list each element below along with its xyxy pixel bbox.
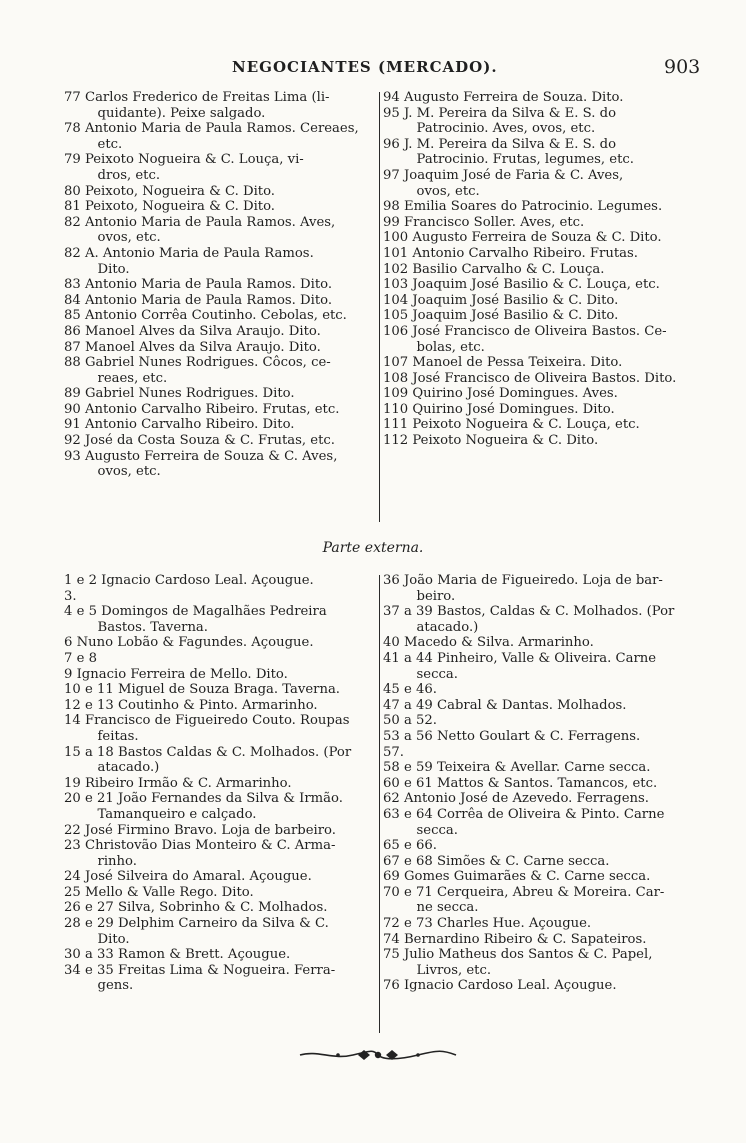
entry-line: 93 Augusto Ferreira de Souza & C. Aves, [64,448,338,464]
entry-line: 57. [383,744,404,760]
entry-line: 9 Ignacio Ferreira de Mello. Dito. [64,666,288,682]
entry-line: 70 e 71 Cerqueira, Abreu & Moreira. Car- [383,884,665,900]
entry-line: Bastos. Taverna. [64,619,208,635]
entry-line: 78 Antonio Maria de Paula Ramos. Cereaes, [64,121,359,137]
entry-line: rinho. [64,853,137,869]
entry-line: 19 Ribeiro Irmão & C. Armarinho. [64,775,292,791]
entry-line: 6 Nuno Lobão & Fagundes. Açougue. [64,635,314,651]
page-title: NEGOCIANTES (MERCADO). [232,58,498,76]
ornament-divider [298,1046,458,1064]
entry-line: 20 e 21 João Fernandes da Silva & Irmão. [64,791,343,807]
entry-line: 23 Christovão Dias Monteiro & C. Arma- [64,838,336,854]
entry-line: 34 e 35 Freitas Lima & Nogueira. Ferra- [64,962,336,978]
page-header [0,58,746,88]
entry-line: 98 Emilia Soares do Patrocinio. Legumes. [383,199,663,215]
entry-line: atacado.) [64,760,160,776]
entry-line: atacado.) [383,619,479,635]
entry-line: 101 Antonio Carvalho Ribeiro. Frutas. [383,245,638,261]
entry-line: 111 Peixoto Nogueira & C. Louça, etc. [383,417,640,433]
entry-line: Dito. [64,931,130,947]
entry-line: 28 e 29 Delphim Carneiro da Silva & C. [64,916,329,932]
entry-line: dros, etc. [64,167,161,183]
entry-line: 110 Quirino José Domingues. Dito. [383,401,615,417]
entry-line: 74 Bernardino Ribeiro & C. Sapateiros. [383,931,647,947]
entry-line: 79 Peixoto Nogueira & C. Louça, vi- [64,152,304,168]
entry-line: 96 J. M. Pereira da Silva & E. S. do [383,136,617,152]
column-divider-bottom [379,575,380,1033]
entry-line: 97 Joaquim José de Faria & C. Aves, [383,167,624,183]
entry-line: 86 Manoel Alves da Silva Araujo. Dito. [64,323,321,339]
entry-line: 12 e 13 Coutinho & Pinto. Armarinho. [64,697,318,713]
entry-line: 7 e 8 [64,650,97,666]
entry-line: 67 e 68 Simões & C. Carne secca. [383,853,610,869]
entry-line: 22 José Firmino Bravo. Loja de barbeiro. [64,822,336,838]
entry-line: 1 e 2 Ignacio Cardoso Leal. Açougue. [64,573,314,588]
entry-line: 100 Augusto Ferreira de Souza & C. Dito. [383,230,662,246]
entry-line: 89 Gabriel Nunes Rodrigues. Dito. [64,386,295,402]
section-title: Parte externa. [322,540,424,556]
entry-line: 84 Antonio Maria de Paula Ramos. Dito. [64,292,333,308]
entry-line: 53 a 56 Netto Goulart & C. Ferragens. [383,728,641,744]
entry-line: 14 Francisco de Figueiredo Couto. Roupas [64,713,350,729]
top-right-column [383,90,713,449]
entry-line: 88 Gabriel Nunes Rodrigues. Côcos, ce- [64,355,331,371]
entry-line: 65 e 66. [383,838,437,854]
entry-line: 45 e 46. [383,682,437,698]
entry-line: 103 Joaquim José Basilio & C. Louça, etc. [383,277,660,293]
entry-line: 99 Francisco Soller. Aves, etc. [383,214,585,230]
entry-line: 83 Antonio Maria de Paula Ramos. Dito. [64,277,333,293]
entry-line: 80 Peixoto, Nogueira & C. Dito. [64,183,275,199]
entry-line: 94 Augusto Ferreira de Souza. Dito. [383,90,624,105]
entry-line: 104 Joaquim José Basilio & C. Dito. [383,292,619,308]
entry-line: 95 J. M. Pereira da Silva & E. S. do [383,105,617,121]
entry-line: 24 José Silveira do Amaral. Açougue. [64,869,312,885]
entry-line: 112 Peixoto Nogueira & C. Dito. [383,433,599,449]
entry-line: 58 e 59 Teixeira & Avellar. Carne secca. [383,760,651,776]
entry-line: bolas, etc. [383,339,485,355]
entry-line: 82 Antonio Maria de Paula Ramos. Aves, [64,214,336,230]
entry-line: 92 José da Costa Souza & C. Frutas, etc. [64,433,335,449]
entry-line: 60 e 61 Mattos & Santos. Tamancos, etc. [383,775,658,791]
entry-line: 63 e 64 Corrêa de Oliveira & Pinto. Carne [383,806,665,822]
entry-line: 81 Peixoto, Nogueira & C. Dito. [64,199,275,215]
entry-line: 102 Basilio Carvalho & C. Louça. [383,261,605,277]
entry-line: 47 a 49 Cabral & Dantas. Molhados. [383,697,627,713]
entry-line: 107 Manoel de Pessa Teixeira. Dito. [383,355,623,371]
entry-line: 50 a 52. [383,713,437,729]
entry-line: 26 e 27 Silva, Sobrinho & C. Molhados. [64,900,328,916]
entry-line: 10 e 11 Miguel de Souza Braga. Taverna. [64,682,341,698]
entry-line: 40 Macedo & Silva. Armarinho. [383,635,594,651]
bottom-left-column [64,573,379,994]
entry-line: Tamanqueiro e calçado. [64,806,257,822]
entry-line: 37 a 39 Bastos, Caldas & C. Molhados. (Por [383,604,675,620]
entry-line: 82 A. Antonio Maria de Paula Ramos. [64,245,314,261]
entry-line: Patrocinio. Aves, ovos, etc. [383,121,596,137]
entry-line: secca. [383,666,458,682]
entry-line: ovos, etc. [64,464,161,480]
entry-line: 85 Antonio Corrêa Coutinho. Cebolas, etc. [64,308,347,324]
column-divider-top [379,92,380,522]
entry-line: 105 Joaquim José Basilio & C. Dito. [383,308,619,324]
entry-line: 91 Antonio Carvalho Ribeiro. Dito. [64,417,295,433]
entry-line: gens. [64,978,134,994]
entry-line: Dito. [64,261,130,277]
entry-line: 62 Antonio José de Azevedo. Ferragens. [383,791,649,807]
entry-line: ovos, etc. [383,183,480,199]
entry-line: 72 e 73 Charles Hue. Açougue. [383,916,592,932]
entry-line: 87 Manoel Alves da Silva Araujo. Dito. [64,339,321,355]
entry-line: 4 e 5 Domingos de Magalhães Pedreira [64,604,327,620]
entry-line: Livros, etc. [383,962,492,978]
entry-line: 108 José Francisco de Oliveira Bastos. Dito. [383,370,677,386]
entry-line: ovos, etc. [64,230,161,246]
entry-line: 109 Quirino José Domingues. Aves. [383,386,618,402]
page-number: 903 [664,56,701,78]
entry-line: Patrocinio. Frutas, legumes, etc. [383,152,634,168]
entry-line: 41 a 44 Pinheiro, Valle & Oliveira. Carne [383,650,657,666]
entry-line: quidante). Peixe salgado. [64,105,266,121]
entry-line: 30 a 33 Ramon & Brett. Açougue. [64,947,291,963]
bottom-right-column [383,573,713,994]
entry-line: 76 Ignacio Cardoso Leal. Açougue. [383,978,617,994]
entry-line: 75 Julio Matheus dos Santos & C. Papel, [383,947,653,963]
entry-line: 36 João Maria de Figueiredo. Loja de bar- [383,573,663,588]
entry-line: secca. [383,822,458,838]
entry-line: ne secca. [383,900,479,916]
entry-line: 69 Gomes Guimarães & C. Carne secca. [383,869,651,885]
entry-line: 25 Mello & Valle Rego. Dito. [64,884,254,900]
entry-line: reaes, etc. [64,370,168,386]
entry-line: 90 Antonio Carvalho Ribeiro. Frutas, etc. [64,401,340,417]
entry-line: beiro. [383,588,456,604]
top-left-column [64,90,374,480]
entry-line: 3. [64,588,77,604]
entry-line: 106 José Francisco de Oliveira Bastos. Ce- [383,323,667,339]
entry-line: feitas. [64,728,139,744]
entry-line: etc. [64,136,123,152]
entry-line: 77 Carlos Frederico de Freitas Lima (li- [64,90,330,105]
entry-line: 15 a 18 Bastos Caldas & C. Molhados. (Por [64,744,352,760]
